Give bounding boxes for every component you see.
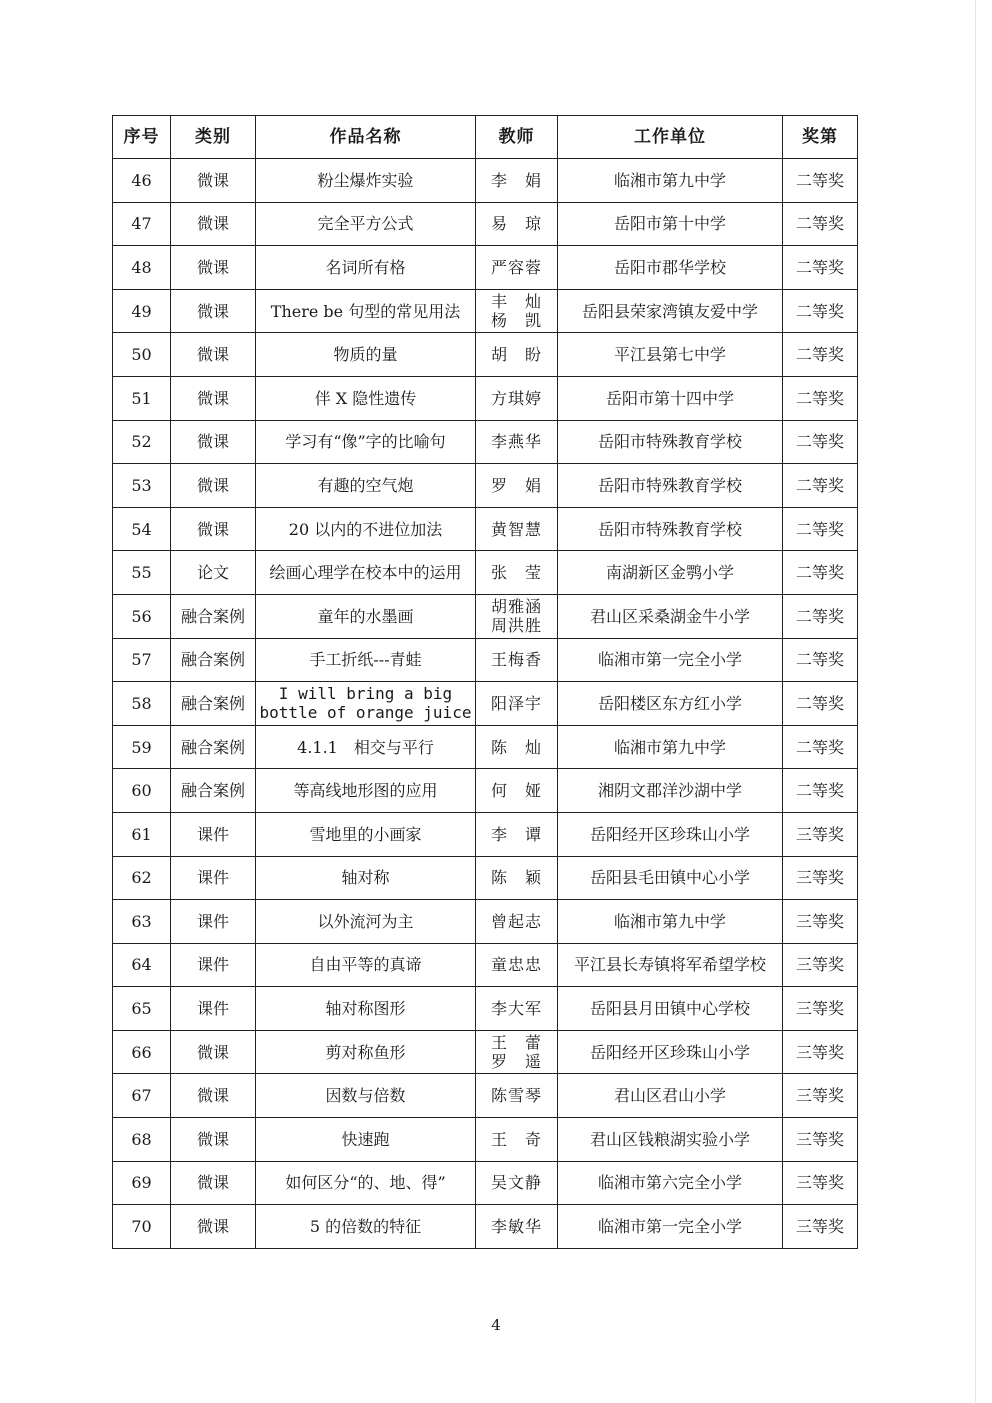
row-teacher [476,1030,558,1074]
row-award: 二等奖 [783,638,858,682]
row-category: 课件 [171,987,256,1031]
row-work: There be 句型的常见用法 [256,289,476,333]
row-award: 二等奖 [783,551,858,595]
row-work: 粉尘爆炸实验 [256,159,476,203]
table-row [113,1118,858,1162]
teacher-name: 李燕华 [490,432,542,452]
row-unit: 临湘市第九中学 [558,900,783,944]
row-teacher [476,943,558,987]
table-row [113,246,858,290]
teacher-name: 李 谭 [490,824,542,844]
row-teacher [476,1205,558,1249]
teacher-name: 杨 凯 [490,311,542,331]
table-row [113,812,858,856]
row-index: 54 [113,507,171,551]
row-work: 轴对称 [256,856,476,900]
teacher-name: 丰 灿 [490,292,542,312]
row-teacher [476,464,558,508]
table-row [113,551,858,595]
row-award: 三等奖 [783,987,858,1031]
row-teacher [476,246,558,290]
row-work: 物质的量 [256,333,476,377]
row-category: 课件 [171,943,256,987]
row-index: 55 [113,551,171,595]
row-unit: 临湘市第一完全小学 [558,1205,783,1249]
teacher-name: 方琪婷 [490,388,542,408]
row-award: 二等奖 [783,246,858,290]
row-work: 以外流河为主 [256,900,476,944]
header-index: 序号 [113,116,171,159]
row-award: 三等奖 [783,943,858,987]
row-category: 融合案例 [171,769,256,813]
teacher-name: 陈 颖 [490,868,542,888]
row-teacher [476,376,558,420]
row-teacher [476,1161,558,1205]
row-award: 三等奖 [783,900,858,944]
row-work: 雪地里的小画家 [256,812,476,856]
row-index: 67 [113,1074,171,1118]
row-category: 课件 [171,812,256,856]
row-category: 微课 [171,1161,256,1205]
row-teacher [476,769,558,813]
row-work: 绘画心理学在校本中的运用 [256,551,476,595]
row-category: 微课 [171,159,256,203]
table-row [113,464,858,508]
row-unit: 岳阳市特殊教育学校 [558,507,783,551]
row-work: 名词所有格 [256,246,476,290]
award-table [112,115,858,1249]
row-work: 等高线地形图的应用 [256,769,476,813]
row-award: 二等奖 [783,725,858,769]
table-row [113,420,858,464]
table-row [113,1030,858,1074]
row-unit: 岳阳楼区东方红小学 [558,682,783,726]
row-award: 二等奖 [783,594,858,638]
row-index: 64 [113,943,171,987]
row-work: I will bring a big bottle of orange juice [256,682,476,726]
row-unit: 岳阳经开区珍珠山小学 [558,812,783,856]
table-row [113,333,858,377]
row-category: 融合案例 [171,725,256,769]
row-category: 微课 [171,202,256,246]
teacher-name: 陈 灿 [490,737,542,757]
row-award: 三等奖 [783,856,858,900]
row-teacher [476,333,558,377]
row-unit: 湘阴文郡洋沙湖中学 [558,769,783,813]
row-work: 4.1.1 相交与平行 [256,725,476,769]
row-award: 二等奖 [783,289,858,333]
header-award: 奖第 [783,116,858,159]
header-category: 类别 [171,116,256,159]
row-award: 三等奖 [783,1074,858,1118]
row-index: 59 [113,725,171,769]
teacher-name: 王 奇 [490,1129,542,1149]
row-work: 5 的倍数的特征 [256,1205,476,1249]
table-row [113,1161,858,1205]
row-work: 手工折纸---青蛙 [256,638,476,682]
row-award: 二等奖 [783,420,858,464]
teacher-name: 何 娅 [490,781,542,801]
row-teacher [476,202,558,246]
row-category: 微课 [171,507,256,551]
row-index: 47 [113,202,171,246]
row-teacher [476,1074,558,1118]
header-teacher: 教师 [476,116,558,159]
table-row [113,638,858,682]
row-index: 70 [113,1205,171,1249]
table-row [113,856,858,900]
teacher-name: 陈雪琴 [490,1086,542,1106]
row-teacher [476,551,558,595]
row-award: 三等奖 [783,1205,858,1249]
table-body [113,159,858,1249]
teacher-name: 王梅香 [490,650,542,670]
teacher-name: 阳泽宇 [490,693,542,713]
header-work: 作品名称 [256,116,476,159]
row-teacher [476,856,558,900]
row-unit: 岳阳市第十四中学 [558,376,783,420]
row-unit: 临湘市第九中学 [558,159,783,203]
row-unit: 岳阳经开区珍珠山小学 [558,1030,783,1074]
header-unit: 工作单位 [558,116,783,159]
row-unit: 临湘市第一完全小学 [558,638,783,682]
row-index: 68 [113,1118,171,1162]
row-work: 如何区分“的、地、得” [256,1161,476,1205]
row-award: 二等奖 [783,376,858,420]
row-award: 二等奖 [783,333,858,377]
table-row [113,507,858,551]
teacher-name: 童忠忠 [490,955,542,975]
row-award: 二等奖 [783,769,858,813]
row-teacher [476,638,558,682]
page-edge-line [975,0,976,1403]
row-index: 65 [113,987,171,1031]
row-index: 56 [113,594,171,638]
row-unit: 岳阳市特殊教育学校 [558,420,783,464]
row-index: 69 [113,1161,171,1205]
table-row [113,682,858,726]
table-row [113,202,858,246]
row-category: 微课 [171,333,256,377]
row-category: 微课 [171,376,256,420]
row-index: 63 [113,900,171,944]
row-teacher [476,159,558,203]
row-unit: 平江县长寿镇将军希望学校 [558,943,783,987]
row-index: 53 [113,464,171,508]
row-unit: 岳阳市郡华学校 [558,246,783,290]
row-category: 微课 [171,420,256,464]
row-unit: 岳阳市第十中学 [558,202,783,246]
row-category: 微课 [171,246,256,290]
row-index: 46 [113,159,171,203]
page-number: 4 [491,1316,501,1334]
row-index: 62 [113,856,171,900]
teacher-name: 易 琼 [490,214,542,234]
row-unit: 岳阳市特殊教育学校 [558,464,783,508]
row-index: 48 [113,246,171,290]
row-category: 融合案例 [171,682,256,726]
row-index: 60 [113,769,171,813]
row-work: 有趣的空气炮 [256,464,476,508]
row-unit: 临湘市第九中学 [558,725,783,769]
row-index: 61 [113,812,171,856]
row-category: 微课 [171,464,256,508]
row-teacher [476,900,558,944]
row-category: 融合案例 [171,594,256,638]
row-unit: 君山区采桑湖金牛小学 [558,594,783,638]
row-work: 因数与倍数 [256,1074,476,1118]
row-index: 51 [113,376,171,420]
row-index: 50 [113,333,171,377]
table-row [113,1074,858,1118]
table-row [113,289,858,333]
teacher-name: 李 娟 [490,170,542,190]
row-category: 论文 [171,551,256,595]
row-award: 三等奖 [783,1118,858,1162]
row-award: 二等奖 [783,464,858,508]
teacher-name: 胡 盼 [490,345,542,365]
row-award: 三等奖 [783,1030,858,1074]
teacher-name: 罗 遥 [490,1052,542,1072]
row-unit: 岳阳县荣家湾镇友爱中学 [558,289,783,333]
teacher-name: 李敏华 [490,1217,542,1237]
row-award: 二等奖 [783,159,858,203]
row-index: 52 [113,420,171,464]
row-teacher [476,682,558,726]
row-unit: 君山区钱粮湖实验小学 [558,1118,783,1162]
row-category: 课件 [171,856,256,900]
row-index: 49 [113,289,171,333]
table-row [113,376,858,420]
teacher-name: 张 莹 [490,563,542,583]
row-award: 二等奖 [783,682,858,726]
row-teacher [476,289,558,333]
table-row [113,159,858,203]
table-row [113,987,858,1031]
table-row [113,769,858,813]
row-teacher [476,987,558,1031]
row-unit: 南湖新区金鹗小学 [558,551,783,595]
row-work: 轴对称图形 [256,987,476,1031]
row-category: 微课 [171,1205,256,1249]
row-category: 课件 [171,900,256,944]
row-category: 微课 [171,1118,256,1162]
teacher-name: 罗 娟 [490,475,542,495]
row-teacher [476,812,558,856]
row-unit: 岳阳县月田镇中心学校 [558,987,783,1031]
row-category: 微课 [171,1074,256,1118]
row-work: 学习有“像”字的比喻句 [256,420,476,464]
table-header-row [113,116,858,159]
row-teacher [476,420,558,464]
row-work: 童年的水墨画 [256,594,476,638]
row-index: 58 [113,682,171,726]
row-work: 完全平方公式 [256,202,476,246]
row-category: 微课 [171,289,256,333]
row-award: 二等奖 [783,202,858,246]
row-unit: 平江县第七中学 [558,333,783,377]
table-row [113,725,858,769]
row-award: 二等奖 [783,507,858,551]
row-work: 剪对称鱼形 [256,1030,476,1074]
teacher-name: 李大军 [490,999,542,1019]
table-row [113,1205,858,1249]
table-row [113,943,858,987]
row-work: 20 以内的不进位加法 [256,507,476,551]
table-row [113,594,858,638]
table-row [113,900,858,944]
row-category: 微课 [171,1030,256,1074]
row-award: 三等奖 [783,1161,858,1205]
row-teacher [476,594,558,638]
row-index: 57 [113,638,171,682]
teacher-name: 王 蕾 [490,1033,542,1053]
row-work: 快速跑 [256,1118,476,1162]
teacher-name: 胡雅涵 [490,597,542,617]
teacher-name: 周洪胜 [490,616,542,636]
row-unit: 君山区君山小学 [558,1074,783,1118]
row-work: 伴 X 隐性遗传 [256,376,476,420]
row-teacher [476,725,558,769]
teacher-name: 吴文静 [490,1173,542,1193]
row-teacher [476,1118,558,1162]
row-unit: 临湘市第六完全小学 [558,1161,783,1205]
teacher-name: 黄智慧 [490,519,542,539]
teacher-name: 曾起志 [490,911,542,931]
row-teacher [476,507,558,551]
row-unit: 岳阳县毛田镇中心小学 [558,856,783,900]
row-index: 66 [113,1030,171,1074]
row-work: 自由平等的真谛 [256,943,476,987]
teacher-name: 严容蓉 [490,257,542,277]
row-award: 三等奖 [783,812,858,856]
row-category: 融合案例 [171,638,256,682]
